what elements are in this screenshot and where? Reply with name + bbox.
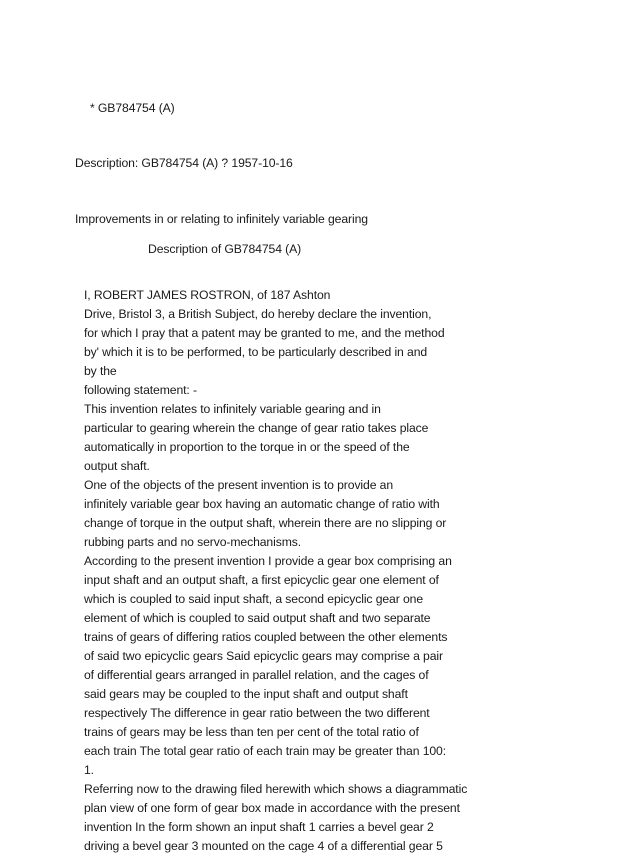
body-line: Referring now to the drawing filed herewith which shows a diagrammatic [84,782,468,796]
body-line: One of the objects of the present invention is to provide an [84,478,394,492]
body-line: This invention relates to infinitely variable gearing and in [84,402,381,416]
body-line: which is coupled to said input shaft, a second epicyclic gear one [84,592,424,606]
body-line: respectively The difference in gear ratio between the two different [84,706,430,720]
body-line: following statement: - [84,383,197,397]
body-line: input shaft and an output shaft, a first epicyclic gear one element of [84,573,439,587]
body-line: Drive, Bristol 3, a British Subject, do hereby declare the invention, [84,307,432,321]
body-line: According to the present invention I provide a gear box comprising an [84,554,452,568]
body-line: driving a bevel gear 3 mounted on the cage 4 of a differential gear 5 [84,839,443,853]
body-line: element of which is coupled to said output shaft and two separate [84,611,431,625]
body-line: by the [84,364,117,378]
body-line: each train The total gear ratio of each train may be greater than 100: [84,744,447,758]
body-line: automatically in proportion to the torque in or the speed of the [84,440,410,454]
description-body [84,286,624,856]
body-line: by' which it is to be performed, to be particularly described in and [84,345,428,359]
body-line: rubbing parts and no servo-mechanisms. [84,535,302,549]
description-line: Description: GB784754 (A) ? 1957-10-16 [75,156,293,170]
document-subtitle: Description of GB784754 (A) [148,242,302,256]
body-line: output shaft. [84,459,150,473]
body-line: plan view of one form of gear box made in accordance with the present [84,801,460,815]
body-line: for which I pray that a patent may be granted to me, and the method [84,326,445,340]
body-line: infinitely variable gear box having an automatic change of ratio with [84,497,440,511]
body-line: of differential gears arranged in parallel relation, and the cages of [84,668,429,682]
body-line: change of torque in the output shaft, wherein there are no slipping or [84,516,447,530]
body-line: I, ROBERT JAMES ROSTRON, of 187 Ashton [84,288,331,302]
document-title: Improvements in or relating to infinitely variable gearing [75,212,368,226]
body-line: of said two epicyclic gears Said epicyclic gears may comprise a pair [84,649,443,663]
body-line: invention In the form shown an input shaft 1 carries a bevel gear 2 [84,820,434,834]
body-line: said gears may be coupled to the input shaft and output shaft [84,687,408,701]
body-line: particular to gearing wherein the change of gear ratio takes place [84,421,429,435]
body-line: trains of gears may be less than ten per cent of the total ratio of [84,725,419,739]
body-line: trains of gears of differing ratios coupled between the other elements [84,630,448,644]
body-line: 1. [84,763,94,777]
patent-reference: * GB784754 (A) [90,101,175,115]
